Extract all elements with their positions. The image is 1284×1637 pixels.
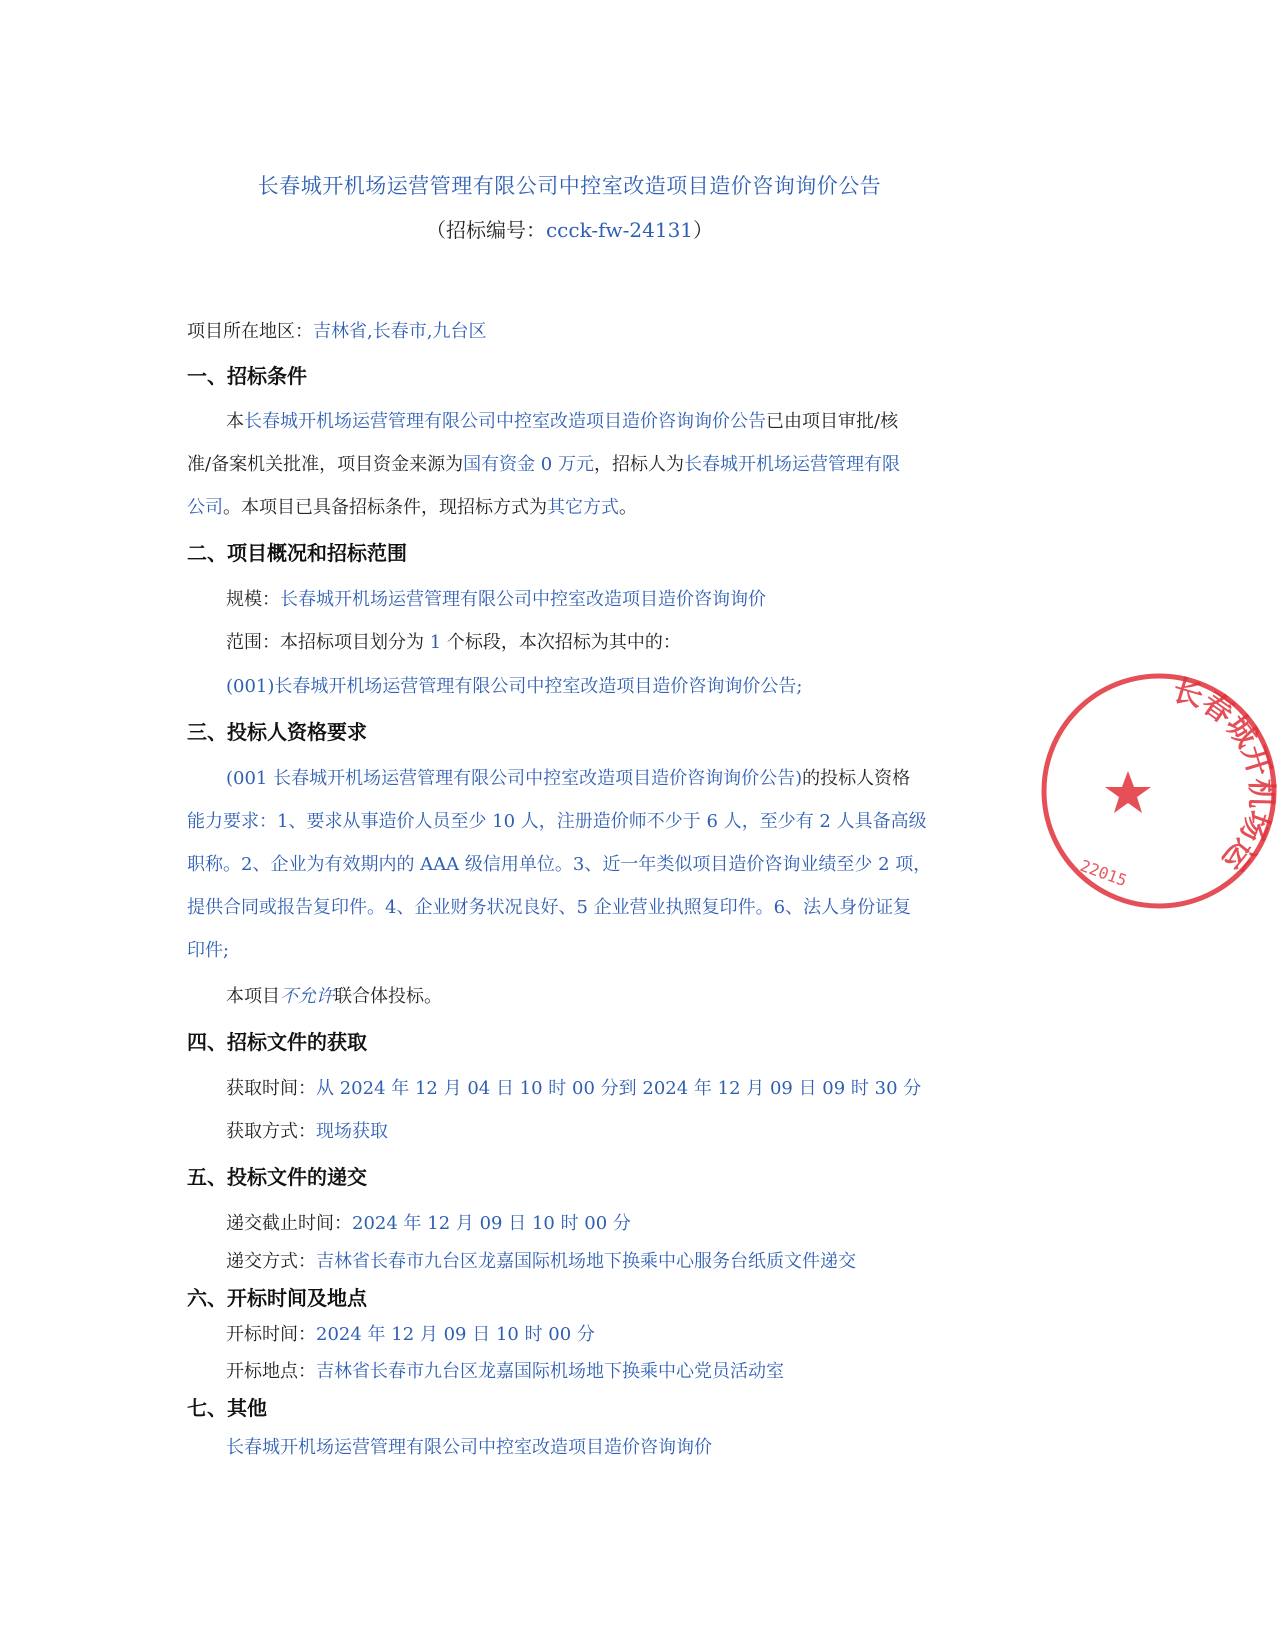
text: 准/备案机关批准，项目资金来源为 <box>187 454 464 475</box>
sec3-line-1 <box>226 767 966 791</box>
scale-value: 长春城开机场运营管理有限公司中控室改造项目造价咨询询价 <box>280 589 766 610</box>
sec5-deadline <box>226 1212 966 1236</box>
tenderer: 公司 <box>187 497 223 518</box>
section-heading-7: 七、其他 <box>187 1396 267 1420</box>
label: 递交截止时间： <box>226 1213 352 1234</box>
sec6-place <box>226 1360 966 1384</box>
sec3-line-5: 印件; <box>187 940 230 961</box>
text: 。本项目已具备招标条件，现招标方式为 <box>223 497 547 518</box>
seal-code: 22015 <box>1077 855 1130 891</box>
sec3-line-2 <box>187 810 967 834</box>
lot-count: 1 <box>424 632 447 653</box>
text: 能力要求： <box>187 811 277 832</box>
section-heading-3: 三、投标人资格要求 <box>187 720 367 744</box>
region-value: 吉林省,长春市,九台区 <box>313 321 487 342</box>
sec4-method <box>226 1120 966 1144</box>
seal-text: 长春城开机场运 <box>1168 672 1279 878</box>
value: 2024 年 12 月 09 日 10 时 00 分 <box>316 1324 595 1345</box>
fund-source: 国有资金 0 万元 <box>463 454 594 475</box>
label: 递交方式： <box>226 1251 316 1272</box>
text: 的投标人资格 <box>802 768 911 789</box>
section-heading-5: 五、投标文件的递交 <box>187 1165 367 1189</box>
text: 已由项目审批/核 <box>766 411 899 432</box>
value: 现场获取 <box>316 1121 388 1142</box>
sec1-line-2 <box>187 453 967 477</box>
sec2-lot: (001)长春城开机场运营管理有限公司中控室改造项目造价咨询询价公告; <box>226 676 803 697</box>
sec4-time <box>226 1077 966 1101</box>
sec1-line-3 <box>187 496 967 520</box>
value: 2024 年 12 月 09 日 10 时 00 分 <box>352 1213 631 1234</box>
label: 获取方式： <box>226 1121 316 1142</box>
tender-number-prefix: （招标编号： <box>425 218 546 242</box>
sec6-time <box>226 1323 966 1347</box>
value: 吉林省长春市九台区龙嘉国际机场地下换乘中心服务台纸质文件递交 <box>316 1251 856 1272</box>
page-title: 长春城开机场运营管理有限公司中控室改造项目造价咨询询价公告 <box>257 174 882 198</box>
text: 本项目 <box>226 986 280 1007</box>
company-seal-icon <box>1034 666 1284 916</box>
scale-label: 规模： <box>226 589 280 610</box>
tender-number-code: ccck-fw-24131 <box>545 218 694 242</box>
value: 吉林省长春市九台区龙嘉国际机场地下换乘中心党员活动室 <box>316 1361 784 1382</box>
project-region <box>187 320 967 344</box>
section-heading-2: 二、项目概况和招标范围 <box>187 541 407 565</box>
section-heading-4: 四、招标文件的获取 <box>187 1030 367 1054</box>
label: 开标时间： <box>226 1324 316 1345</box>
sec3-line-4: 提供合同或报告复印件。4、企业财务状况良好、5 企业营业执照复印件。6、法人身份证复 <box>187 897 912 918</box>
sec3-joint <box>226 985 966 1009</box>
sec2-scale <box>226 588 966 612</box>
region-label: 项目所在地区： <box>187 321 313 342</box>
sec7-text: 长春城开机场运营管理有限公司中控室改造项目造价咨询询价 <box>226 1437 712 1458</box>
project-name: 长春城开机场运营管理有限公司中控室改造项目造价咨询询价公告 <box>244 411 766 432</box>
value: 从 2024 年 12 月 04 日 10 时 00 分到 2024 年 12 月 09 日 09 时 30 分 <box>316 1078 922 1099</box>
section-heading-1: 一、招标条件 <box>187 364 307 388</box>
text: 。 <box>619 497 637 518</box>
tender-number <box>0 214 1139 243</box>
text: 联合体投标。 <box>334 986 442 1007</box>
tenderer: 长春城开机场运营管理有限 <box>683 454 900 475</box>
label: 开标地点： <box>226 1361 316 1382</box>
sec1-line-1 <box>226 410 966 434</box>
text: 范围：本招标项目划分为 <box>226 632 424 653</box>
sec5-method <box>226 1250 966 1274</box>
sec2-range <box>226 631 966 655</box>
label: 获取时间： <box>226 1078 316 1099</box>
lot-name: (001 长春城开机场运营管理有限公司中控室改造项目造价咨询询价公告) <box>226 768 803 789</box>
text: 个标段，本次招标为其中的： <box>446 632 681 653</box>
sec3-line-3: 职称。2、企业为有效期内的 AAA 级信用单位。3、近一年类似项目造价咨询业绩至少 2 项， <box>187 854 932 875</box>
text: ，招标人为 <box>593 454 684 475</box>
tender-method: 其它方式 <box>547 497 619 518</box>
text: 本 <box>226 411 244 432</box>
requirement-text: 1、要求从事造价人员至少 10 人，注册造价师不少于 6 人，至少有 2 人具备高级 <box>277 811 927 832</box>
tender-number-suffix: ） <box>693 218 714 242</box>
joint-bid-flag: 不允许 <box>280 986 334 1007</box>
section-heading-6: 六、开标时间及地点 <box>187 1286 367 1310</box>
